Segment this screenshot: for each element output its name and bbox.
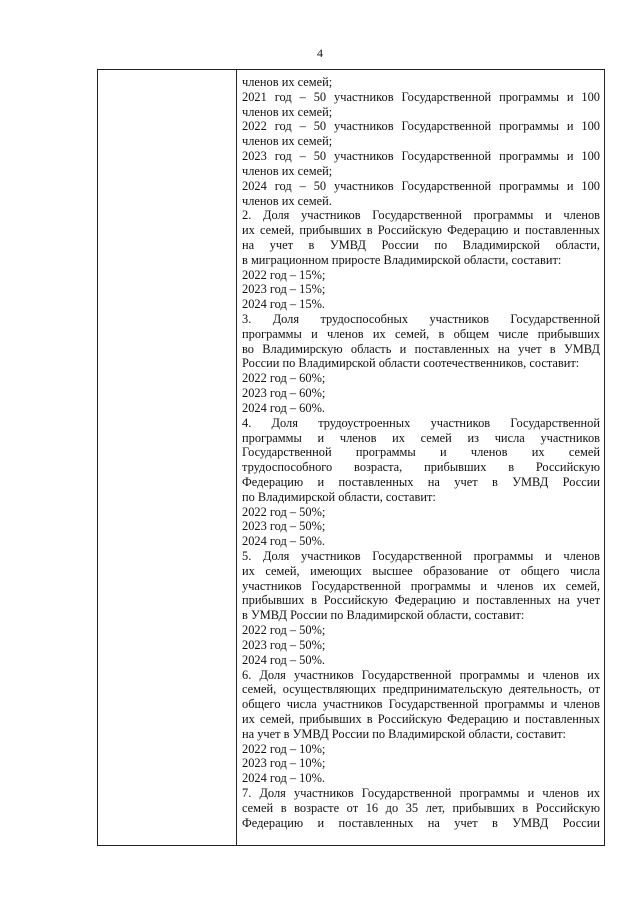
text-line: 2024 год – 50 участников Государственной программы и 100 bbox=[242, 178, 600, 193]
text-line: участников Государственной программы и членов их семей, bbox=[242, 578, 600, 593]
text-line: 2024 год – 50%. bbox=[242, 534, 325, 549]
text-line: их семей, имеющих высшее образование от общего числа bbox=[242, 563, 600, 578]
text-line: Федерацию и поставленных на учет в УМВД России bbox=[242, 474, 600, 489]
text-line: 3. Доля трудоспособных участников Государственной bbox=[242, 312, 600, 326]
text-line: Государственной программы и членов их семей bbox=[242, 445, 600, 460]
text-line: 2023 год – 50%; bbox=[242, 637, 326, 652]
text-line: на учет в УМВД России по Владимирской области, составит: bbox=[242, 726, 567, 741]
text-line: 2024 год – 10%. bbox=[242, 771, 325, 786]
text-line: 2023 год – 15%; bbox=[242, 282, 326, 297]
text-line: программы и членов их семей, в общем числе прибывших bbox=[242, 326, 600, 341]
text-line: общего числа участников Государственной программы и членов bbox=[242, 697, 600, 712]
text-line: 2. Доля участников Государственной программы и членов bbox=[242, 208, 600, 223]
text-line: семей, осуществляющих предпринимательскую деятельность, от bbox=[242, 682, 600, 697]
text-line: на учет в УМВД России по Владимирской области, bbox=[242, 237, 600, 252]
text-line: 2023 год – 50 участников Государственной программы и 100 bbox=[242, 149, 600, 164]
text-line: 2022 год – 10%; bbox=[242, 741, 326, 756]
text-line: 2023 год – 10%; bbox=[242, 756, 326, 771]
text-line: членов их семей. bbox=[242, 193, 332, 208]
text-line: 2024 год – 50%. bbox=[242, 652, 325, 667]
text-line: в УМВД России по Владимирской области, составит: bbox=[242, 608, 525, 623]
text-line: по Владимирской области, составит: bbox=[242, 489, 436, 504]
text-line: 6. Доля участников Государственной программы и членов их bbox=[242, 667, 600, 682]
text-line: трудоспособного возраста, прибывших в Российскую bbox=[242, 460, 600, 475]
text-line: России по Владимирской области соотечественников, составит: bbox=[242, 356, 580, 371]
text-line: членов их семей; bbox=[242, 75, 333, 89]
text-line: прибывших в Российскую Федерацию и поставленных на учет bbox=[242, 593, 600, 608]
text-line: членов их семей; bbox=[242, 163, 333, 178]
text-line: 7. Доля участников Государственной программы и членов их bbox=[242, 786, 600, 800]
text-line: 2022 год – 60%; bbox=[242, 371, 326, 386]
text-line: 2022 год – 50%; bbox=[242, 623, 326, 638]
text-line: их семей, прибывших в Российскую Федерацию и поставленных bbox=[242, 711, 600, 726]
text-line: семей в возрасте от 16 до 35 лет, прибывших в Российскую bbox=[242, 800, 600, 815]
column-divider bbox=[236, 70, 237, 845]
text-line: Федерацию и поставленных на учет в УМВД России bbox=[242, 815, 600, 830]
text-line: 2022 год – 50 участников Государственной программы и 100 bbox=[242, 119, 600, 134]
table-cell-content bbox=[242, 75, 600, 830]
document-table bbox=[97, 69, 605, 846]
text-line: членов их семей; bbox=[242, 104, 333, 119]
text-line: 2022 год – 15%; bbox=[242, 267, 326, 282]
text-line: членов их семей; bbox=[242, 134, 333, 149]
text-line: в миграционном приросте Владимирской области, составит: bbox=[242, 252, 562, 267]
text-line: 2024 год – 60%. bbox=[242, 400, 325, 415]
text-line: 2022 год – 50%; bbox=[242, 504, 326, 519]
text-line: 4. Доля трудоустроенных участников Государственной bbox=[242, 415, 600, 430]
text-line: 5. Доля участников Государственной программы и членов bbox=[242, 549, 600, 563]
text-line: программы и членов их семей из числа участников bbox=[242, 430, 600, 445]
text-line: 2021 год – 50 участников Государственной программы и 100 bbox=[242, 89, 600, 104]
text-line: 2023 год – 60%; bbox=[242, 386, 326, 401]
text-line: во Владимирскую область и поставленных на учет в УМВД bbox=[242, 341, 600, 356]
page-number: 4 bbox=[317, 46, 323, 60]
text-line: их семей, прибывших в Российскую Федерацию и поставленных bbox=[242, 223, 600, 238]
text-line: 2024 год – 15%. bbox=[242, 297, 325, 312]
text-line: 2023 год – 50%; bbox=[242, 519, 326, 534]
